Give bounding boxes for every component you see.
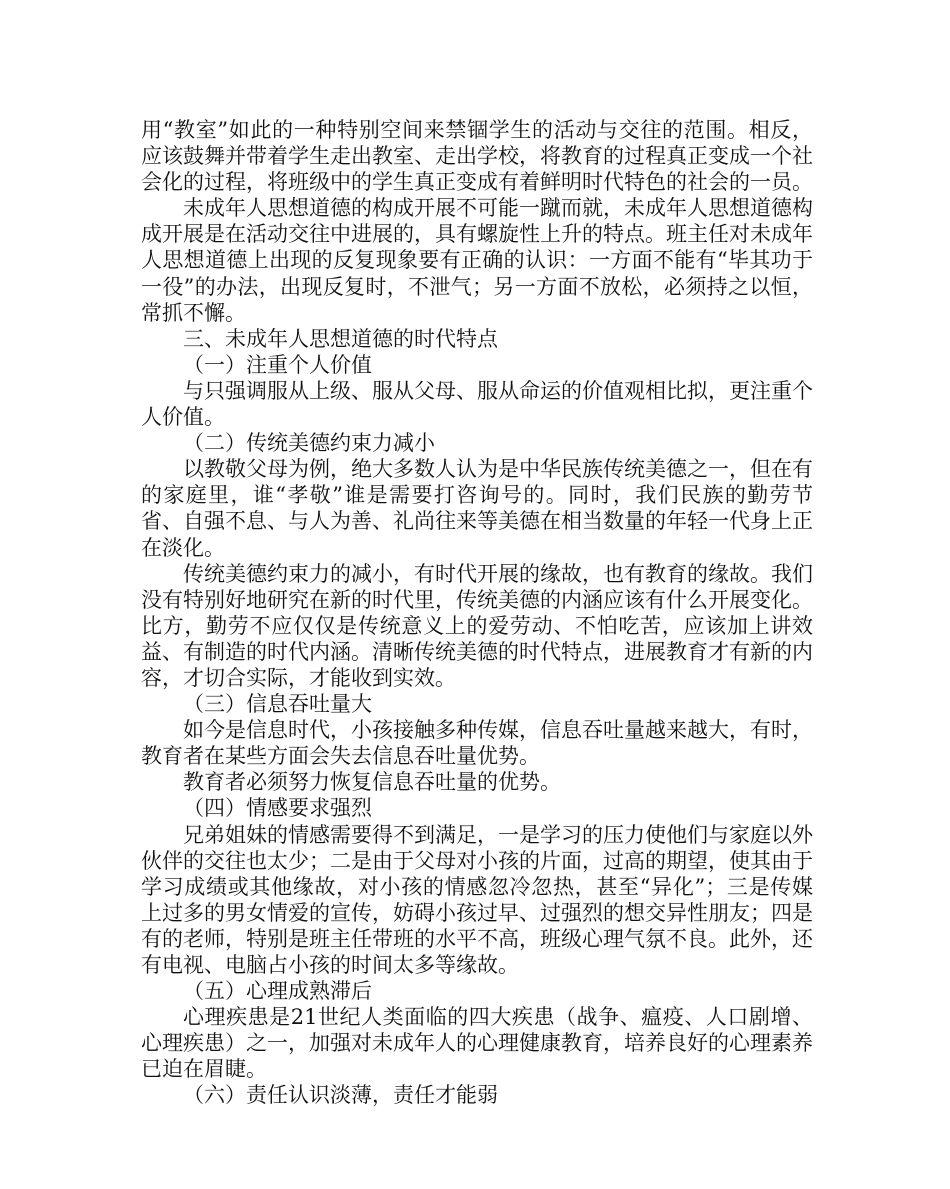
paragraph: 如今是信息时代，小孩接触多种传媒，信息吞吐量越来越大，有时，教育者在某些方面会失去信息吞吐量优势。	[141, 718, 813, 769]
subsection-heading: （五）心理成熟滞后	[183, 979, 372, 1004]
subsection-heading: （一）注重个人价值	[183, 352, 372, 377]
paragraph: 传统美德约束力的减小，有时代开展的缘故，也有教育的缘故。我们没有特别好地研究在新的时代里，传统美德的内涵应该有什么开展变化。比方，勤劳不应仅仅是传统意义上的爱劳动、不怕吃苦，应该加上讲效益、有制造的时代内涵。清晰传统美德的时代特点，进展教育才有新的内容，才切合实际，才能收到实效。	[141, 561, 813, 690]
paragraph: 兄弟姐妹的情感需要得不到满足，一是学习的压力使他们与家庭以外伙伴的交往也太少；二是由于父母对小孩的片面，过高的期望，使其由于学习成绩或其他缘故，对小孩的情感忽冷忽热，甚至“异化”；三是传媒上过多的男女情爱的宣传，妨碍小孩过早、过强烈的想交异性朋友；四是有的老师，特别是班主任带班的水平不高，班级心理气氛不良。此外，还有电视、电脑占小孩的时间太多等缘故。	[141, 822, 813, 977]
subsection-heading: （二）传统美德约束力减小	[183, 431, 435, 456]
subsection-heading: （三）信息吞吐量大	[183, 692, 372, 717]
paragraph: 用“教室”如此的一种特别空间来禁锢学生的活动与交往的范围。相反，应该鼓舞并带着学生走出教室、走出学校，将教育的过程真正变成一个社会化的过程，将班级中的学生真正变成有着鲜明时代特色的社会的一员。	[141, 118, 813, 195]
subsection-heading: （四）情感要求强烈	[183, 796, 372, 821]
paragraph: 未成年人思想道德的构成开展不可能一蹴而就，未成年人思想道德构成开展是在活动交往中进展的，具有螺旋性上升的特点。班主任对未成年人思想道德上出现的反复现象要有正确的认识：一方面不能有“毕其功于一役”的办法，出现反复时，不泄气；另一方面不放松，必须持之以恒，常抓不懈。	[141, 196, 813, 325]
section-heading: 三、未成年人思想道德的时代特点	[183, 326, 498, 351]
paragraph: 与只强调服从上级、服从父母、服从命运的价值观相比拟，更注重个人价值。	[141, 378, 813, 430]
paragraph: 心理疾患是21世纪人类面临的四大疾患（战争、瘟疫、人口剧增、心理疾患）之一，加强对未成年人的心理健康教育，培养良好的心理素养已迫在眉睫。	[141, 1005, 813, 1082]
document-body	[141, 117, 813, 1109]
paragraph: 以教敬父母为例，绝大多数人认为是中华民族传统美德之一，但在有的家庭里，谁“孝敬”谁是需要打咨询号的。同时，我们民族的勤劳节省、自强不息、与人为善、礼尚往来等美德在相当数量的年轻一代身上正在淡化。	[141, 457, 813, 560]
paragraph: 教育者必须努力恢复信息吞吐量的优势。	[183, 770, 561, 795]
subsection-heading: （六）责任认识淡薄，责任才能弱	[183, 1083, 498, 1108]
